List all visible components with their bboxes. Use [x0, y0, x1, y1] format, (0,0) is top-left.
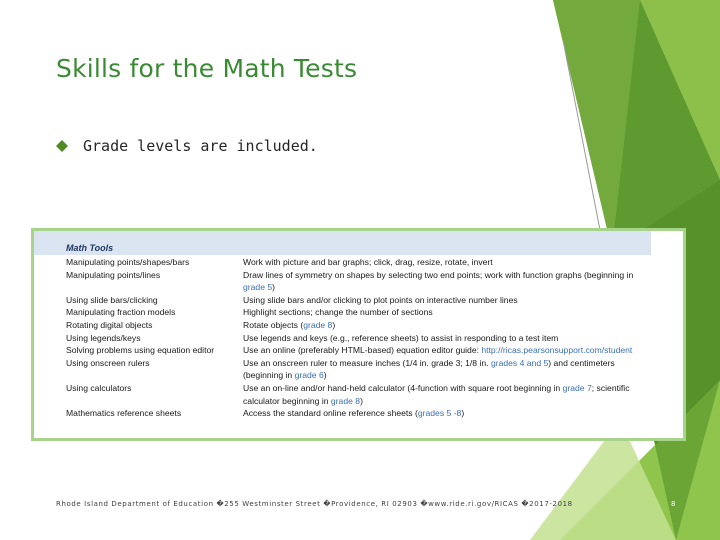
description-text: ) [360, 395, 363, 406]
tool-description-cell [243, 382, 656, 407]
description-text: Highlight sections; change the number of sections [243, 307, 433, 318]
description-text: Draw lines of symmetry on shapes by selecting two end points; work with function graphs (beginning in [243, 269, 634, 280]
table-row [66, 357, 656, 382]
description-text: Using slide bars and/or clicking to plot points on interactive number lines [243, 294, 518, 305]
table-row [66, 407, 656, 420]
description-text: Use an on-line and/or hand-held calculator (4-function with square root beginning in [243, 382, 563, 393]
grade-highlight-text: grades 5 -8 [417, 408, 462, 419]
tool-name-cell: Using onscreen rulers [66, 357, 150, 368]
tool-description-cell [243, 319, 656, 332]
grade-highlight-text: grade 7 [562, 382, 592, 393]
description-text: Use an online (preferably HTML-based) equation editor guide: [243, 345, 482, 356]
table-row [66, 256, 656, 269]
tool-description-cell [243, 269, 656, 294]
table-rows [66, 256, 656, 420]
tool-name-cell: Manipulating fraction models [66, 307, 176, 318]
description-text: ; scientific calculator beginning in [243, 382, 630, 406]
math-tools-table-image [31, 228, 686, 441]
tool-name-cell: Rotating digital objects [66, 319, 153, 330]
table-row [66, 382, 656, 407]
tool-description-cell [243, 344, 656, 357]
bullet-text: Grade levels are included. [83, 137, 318, 155]
tool-description-cell [243, 294, 656, 307]
table-row [66, 332, 656, 345]
tool-name-cell: Manipulating points/lines [66, 269, 161, 280]
tool-description-cell [243, 357, 656, 382]
description-text: ) [332, 319, 336, 330]
description-text: ) [461, 408, 465, 419]
tool-description-cell [243, 332, 656, 345]
grade-highlight-text: grade 5 [243, 282, 273, 293]
table-header-band [34, 231, 651, 255]
description-text: ) and centimeters (beginning in [243, 357, 615, 381]
table-row [66, 319, 656, 332]
grade-highlight-text: grades 4 and 5 [490, 357, 549, 368]
tool-name-cell: Using slide bars/clicking [66, 294, 158, 305]
tool-description-cell [243, 306, 656, 319]
description-text: Use an onscreen ruler to measure inches (1/4 in. grade 3; 1/8 in. [243, 357, 491, 368]
diamond-bullet-icon [56, 140, 68, 152]
description-text: ) [323, 370, 327, 381]
slide-title: Skills for the Math Tests [56, 54, 358, 83]
tool-description-cell [243, 407, 656, 420]
grade-highlight-text: grade 8 [330, 395, 361, 406]
page-number: 8 [671, 500, 676, 508]
description-text: Work with picture and bar graphs; click, drag, resize, rotate, invert [243, 257, 493, 267]
grade-highlight-text: grade 6 [294, 370, 324, 381]
description-text: ) [272, 282, 276, 293]
grade-highlight-text: grade 8 [303, 319, 333, 330]
description-text: Access the standard online reference sheets ( [243, 408, 418, 419]
footer-text: Rhode Island Department of Education �255 Westminster Street �Providence, RI 02903 �www.ride.ri.gov/RICAS �2017-2018 [56, 500, 573, 508]
tool-name-cell: Using legends/keys [66, 332, 141, 343]
table-header: Math Tools [66, 243, 114, 253]
tool-name-cell: Mathematics reference sheets [66, 408, 182, 419]
table-row [66, 306, 656, 319]
table-row [66, 294, 656, 307]
tool-name-cell: Manipulating points/shapes/bars [66, 257, 190, 267]
description-text: Rotate objects ( [243, 319, 304, 330]
grade-highlight-text: http://ricas.pearsonsupport.com/student [481, 345, 633, 356]
table-row [66, 269, 656, 294]
table-row [66, 344, 656, 357]
tool-description-cell [243, 256, 656, 269]
description-text: Use legends and keys (e.g., reference sheets) to assist in responding to a test item [243, 332, 559, 343]
tool-name-cell: Using calculators [66, 382, 132, 393]
bullet-item [56, 137, 318, 155]
tool-name-cell: Solving problems using equation editor [66, 345, 215, 356]
